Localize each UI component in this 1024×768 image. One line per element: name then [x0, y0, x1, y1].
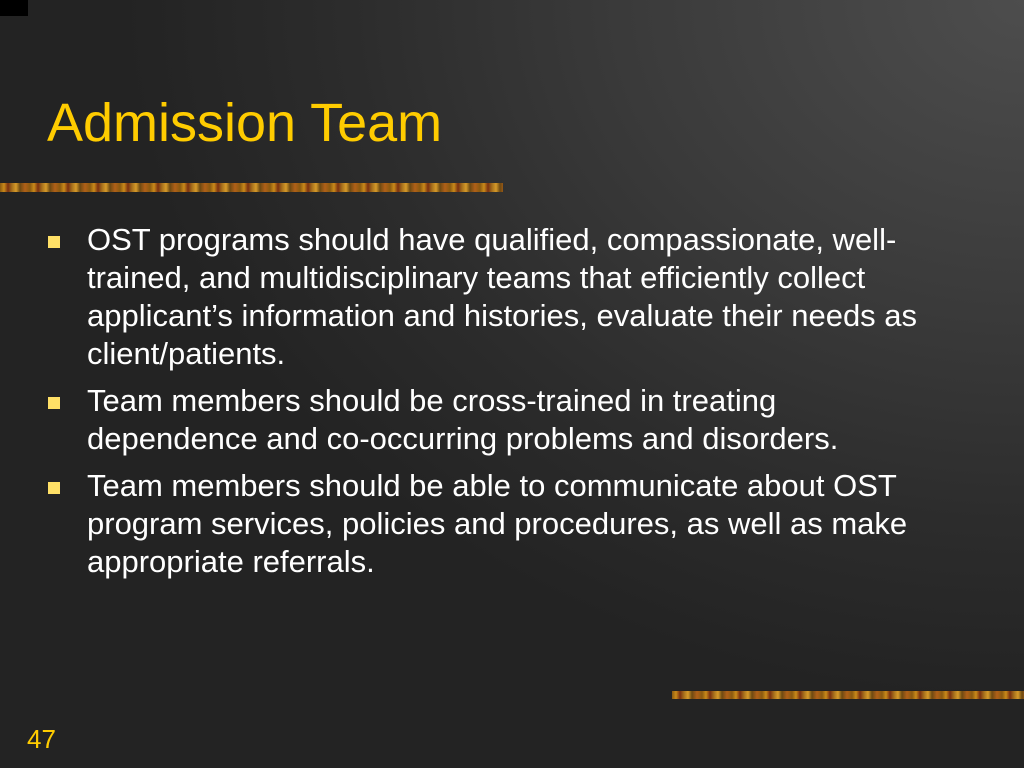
- bullet-item: [48, 221, 948, 373]
- page-number: 47: [27, 724, 56, 754]
- bullet-list: [48, 221, 948, 590]
- corner-mark: [0, 0, 28, 16]
- square-bullet-icon: [48, 482, 60, 494]
- bullet-text: OST programs should have qualified, compassionate, well-trained, and multidisciplinary teams that efficiently collect applicant’s information and histories, evaluate their needs as client/patients.: [87, 222, 918, 371]
- title-divider: [0, 183, 503, 192]
- bullet-text: Team members should be cross-trained in treating dependence and co-occurring problems and disorders.: [87, 383, 839, 456]
- bullet-text: Team members should be able to communicate about OST program services, policies and procedures, as well as make appropriate referrals.: [87, 468, 908, 579]
- slide-title: Admission Team: [47, 93, 443, 153]
- square-bullet-icon: [48, 236, 60, 248]
- footer-divider: [672, 691, 1024, 699]
- bullet-item: [48, 382, 948, 458]
- square-bullet-icon: [48, 397, 60, 409]
- bullet-item: [48, 467, 948, 581]
